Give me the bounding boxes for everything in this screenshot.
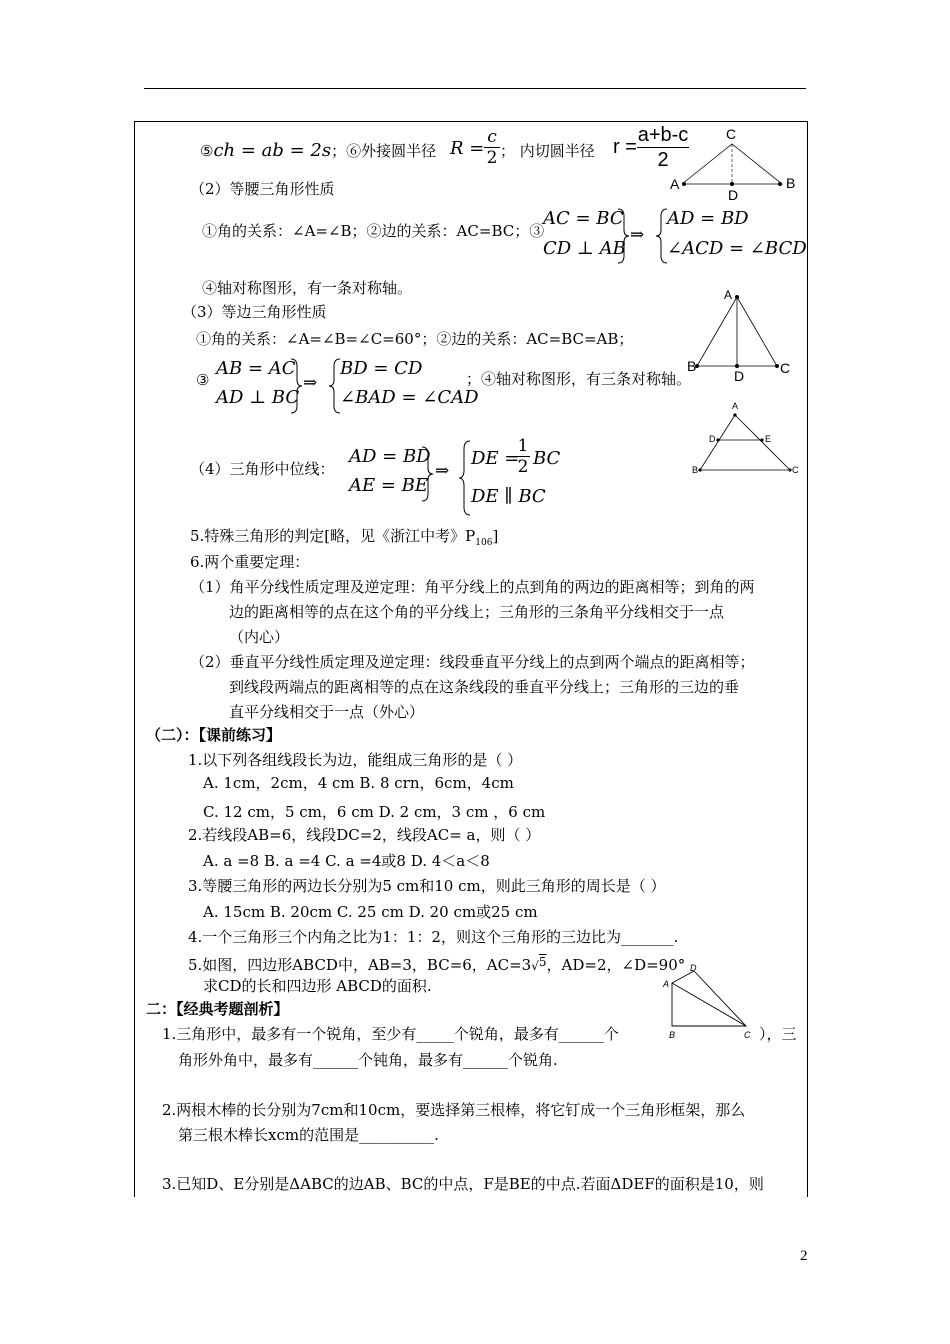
- item5-text: 5.特殊三角形的判定[略，见《浙江中考》P: [190, 527, 476, 545]
- theorem2-line2: 到线段两端点的距离相等的点在这条线段的垂直平分线上；三角形的三边的垂: [229, 678, 740, 696]
- equilateral-tail: ；④轴对称图形，有三条对称轴。: [466, 370, 692, 388]
- exam2-line2: 第三根木棒长xcm的范围是__________.: [178, 1126, 439, 1144]
- equi-cond1: AB = AC: [216, 358, 296, 379]
- fig4-label-d: D: [690, 963, 697, 973]
- midline-heading: （4）三角形中位线：: [190, 460, 335, 478]
- fig4-label-b: B: [669, 1030, 676, 1040]
- formula-ch: ch = ab = 2s: [213, 140, 332, 161]
- question1: 1.以下列各组线段长为边，能组成三角形的是（ ）: [188, 751, 523, 769]
- iso-right-brace: [616, 208, 630, 264]
- question2-options: A. a =8 B. a =4 C. a =4或8 D. 4＜a＜8: [203, 852, 490, 870]
- r-numerator: a+b-c: [637, 124, 689, 146]
- theorem1-line1: （1）角平分线性质定理及逆定理：角平分线上的点到角的两边的距离相等；到角的两: [190, 578, 755, 596]
- fig3-label-a: A: [732, 401, 739, 411]
- page-number: 2: [800, 1248, 808, 1264]
- circled-five: ⑤: [200, 142, 214, 160]
- item6: 6.两个重要定理：: [190, 553, 310, 571]
- sqrt-symbol: √: [531, 959, 539, 973]
- formula-line: [200, 142, 436, 160]
- formula-sep1: ；⑥外接圆半径: [331, 142, 437, 160]
- equi-res1: BD = CD: [340, 358, 423, 379]
- item5-page-subscript: 106: [475, 538, 493, 548]
- question1-options-ab: A. 1cm，2cm，4 cm B. 8 crn，6cm，4cm: [203, 774, 514, 792]
- isosceles-heading: （2）等腰三角形性质: [190, 180, 335, 198]
- question5: [188, 953, 685, 975]
- item5-end: ]: [492, 527, 499, 545]
- iso-cond1: AC = BC: [543, 208, 624, 229]
- fig2-label-a: A: [724, 288, 733, 302]
- iso-res1: AD = BD: [667, 208, 749, 229]
- equilateral-line1: ①角的关系：∠A=∠B=∠C=60°；②边的关系：AC=BC=AB；: [196, 330, 634, 348]
- fig3-label-e: E: [765, 434, 772, 444]
- iso-cond2: CD ⊥ AB: [543, 238, 626, 259]
- fig1-label-d: D: [728, 187, 739, 203]
- fig3-label-b: B: [692, 465, 699, 475]
- R-denominator: 2: [486, 148, 498, 168]
- r-denominator: 2: [657, 149, 669, 171]
- question4: 4.一个三角形三个内角之比为1：1：2，则这个三角形的三边比为_______.: [188, 928, 679, 946]
- fig1-label-b: B: [786, 175, 796, 191]
- mid-cond1: AD = BD: [349, 446, 431, 467]
- fig4-label-a: A: [663, 979, 670, 989]
- mid-cond2: AE = BE: [349, 475, 429, 496]
- fig1-label-a: A: [670, 176, 680, 192]
- exam2-line1: 2.两根木棒的长分别为7cm和10cm，要选择第三根棒，将它钉成一个三角形框架，那么: [162, 1101, 746, 1119]
- question3-options: A. 15cm B. 20cm C. 25 cm D. 20 cm或25 cm: [203, 903, 538, 921]
- exam3-line1: 3.已知D、E分别是ΔABC的边AB、BC的中点，F是BE的中点.若面ΔDEF的面积是10，则: [162, 1175, 764, 1193]
- mid-left-brace: [458, 440, 472, 516]
- isosceles-line4: ④轴对称图形，有一条对称轴。: [202, 279, 413, 297]
- formula-R-fraction: [484, 128, 500, 167]
- header-rule: [144, 88, 806, 89]
- iso-res2: ∠ACD = ∠BCD: [667, 238, 807, 259]
- equi-cond2: AD ⊥ BC: [216, 387, 300, 408]
- iso-implies-arrow: ⇒: [630, 225, 645, 245]
- equi-implies-arrow: ⇒: [303, 373, 318, 393]
- midline-triangle-figure: [690, 405, 800, 485]
- formula-R-lhs: R =: [450, 138, 485, 159]
- fig2-label-d: D: [734, 368, 745, 384]
- half-numerator: 1: [517, 436, 529, 456]
- formula-r-lhs: r =: [613, 136, 637, 158]
- mid-res2: DE ∥ BC: [471, 486, 546, 507]
- theorem1-line3: （内心）: [229, 628, 290, 646]
- mid-right-brace: [420, 446, 434, 502]
- question2: 2.若线段AB=6，线段DC=2，线段AC= a，则（ ）: [188, 826, 541, 844]
- exam1-line1: 1.三角形中，最多有一个锐角，至少有_____个锐角，最多有______个: [162, 1025, 619, 1043]
- mid-implies-arrow: ⇒: [435, 461, 450, 481]
- equi-right-brace: [289, 358, 303, 414]
- question5-part2: ，AD=2，∠D=90°: [546, 956, 686, 974]
- question1-options-cd: C. 12 cm，5 cm，6 cm D. 2 cm，3 cm ，6 cm: [203, 803, 546, 821]
- sqrt-radicand: 5: [538, 955, 547, 969]
- theorem2-line3: 直平分线相交于一点（外心）: [229, 703, 425, 721]
- mid-res1-lhs: DE =: [471, 448, 520, 469]
- fig3-label-d: D: [709, 434, 716, 444]
- question5-part1: 5.如图，四边形ABCD中，AB=3，BC=6，AC=3: [188, 956, 532, 974]
- half-denominator: 2: [517, 457, 529, 477]
- fig2-label-b: B: [687, 358, 697, 374]
- isosceles-line1: ①角的关系：∠A=∠B；②边的关系：AC=BC；③: [202, 222, 545, 240]
- question5-line2: 求CD的长和四边形 ABCD的面积.: [203, 977, 432, 995]
- fig4-label-c: C: [744, 1030, 751, 1040]
- fig1-label-c: C: [726, 126, 737, 142]
- theorem1-line2: 边的距离相等的点在这个角的平分线上；三角形的三条角平分线相交于一点: [229, 603, 725, 621]
- section-classic-problems: 二：【经典考题剖析】: [146, 1000, 289, 1018]
- section-pre-class-practice: （二）：【课前练习】: [146, 726, 282, 744]
- item5: [190, 527, 498, 552]
- fig2-label-c: C: [780, 360, 791, 376]
- exam1-line2: 角形外角中，最多有______个钝角，最多有______个锐角.: [178, 1051, 558, 1069]
- R-numerator: c: [487, 127, 497, 147]
- exam1-line1-tail: ），三: [759, 1025, 797, 1043]
- equi-circled-three: ③: [196, 371, 210, 389]
- question3: 3.等腰三角形的两边长分别为5 cm和10 cm，则此三角形的周长是（ ）: [188, 877, 666, 895]
- formula-sep2: ； 内切圆半径: [500, 142, 595, 160]
- theorem2-line1: （2）垂直平分线性质定理及逆定理：线段垂直平分线上的点到两个端点的距离相等；: [190, 653, 755, 671]
- mid-res1-rhs: BC: [533, 448, 561, 469]
- mid-half-fraction: [516, 437, 530, 476]
- fig3-label-c: C: [792, 465, 799, 475]
- equi-res2: ∠BAD = ∠CAD: [340, 387, 479, 408]
- equilateral-heading: （3）等边三角形性质: [182, 303, 327, 321]
